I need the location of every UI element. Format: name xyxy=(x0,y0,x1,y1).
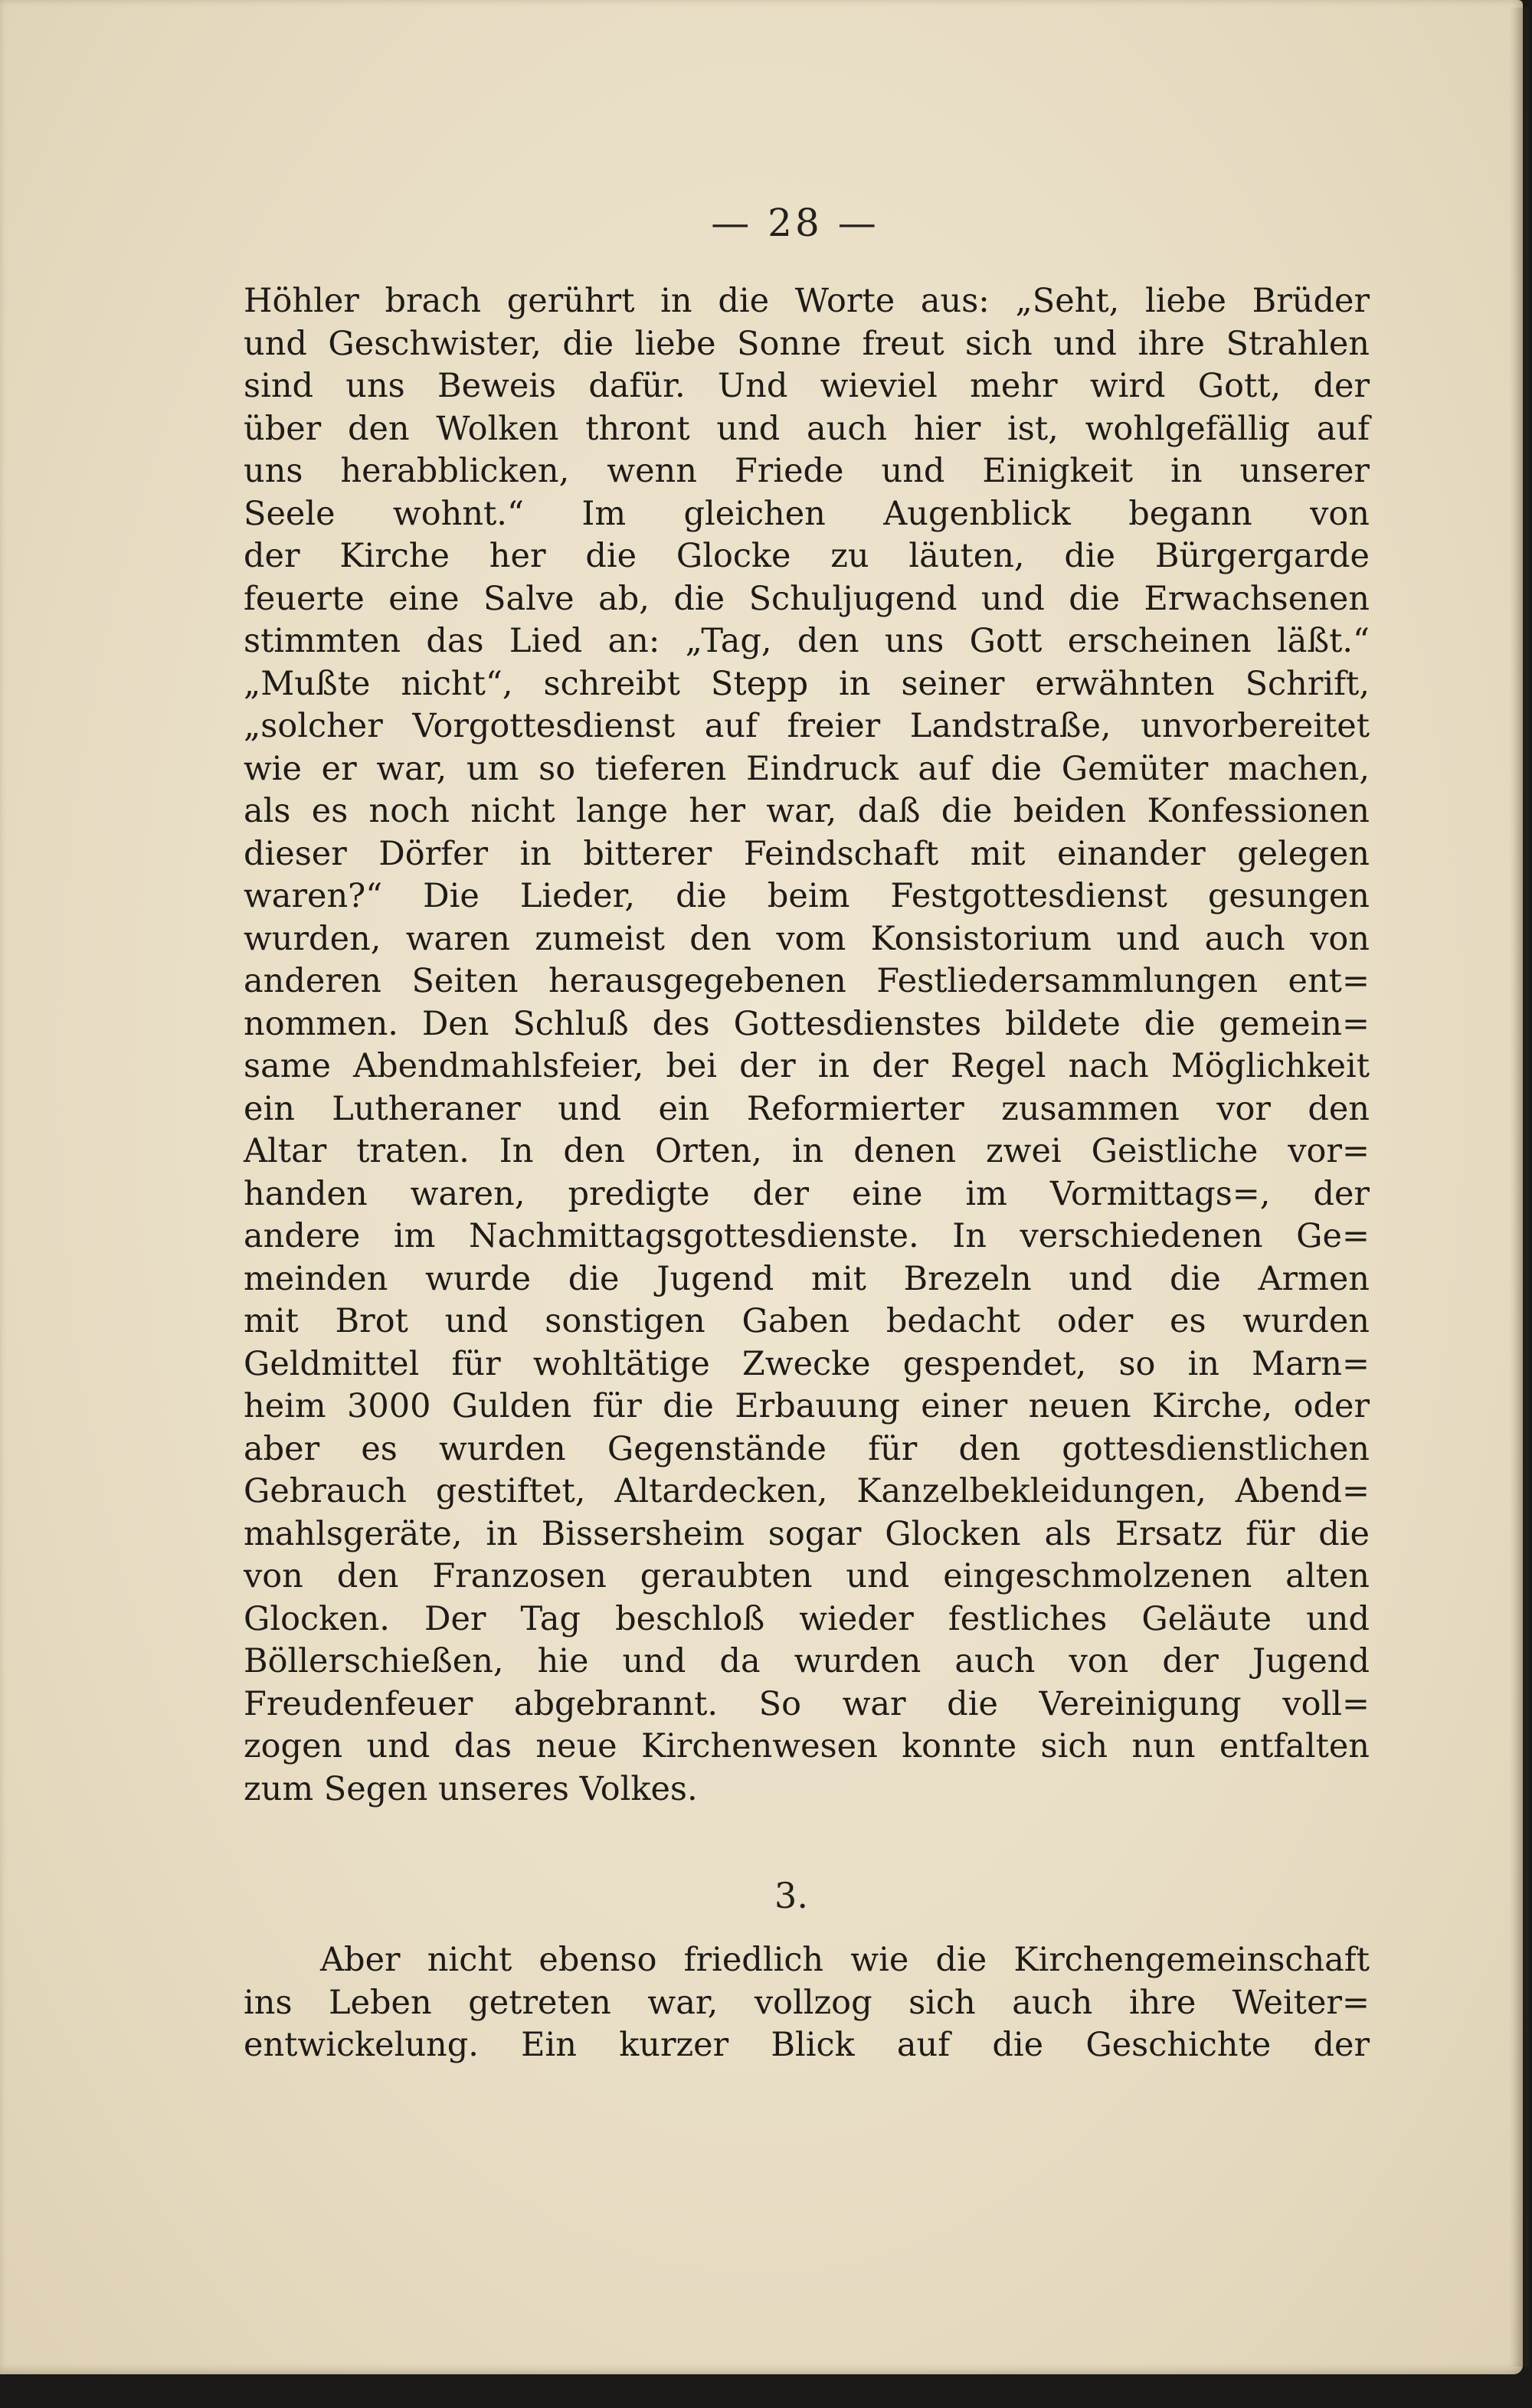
text-line: Altar traten. In den Orten, in denen zwei Geistliche vor= xyxy=(244,1132,1370,1170)
text-line: meinden wurde die Jugend mit Brezeln und die Armen xyxy=(244,1259,1370,1298)
text-line: der Kirche her die Glocke zu läuten, die Bürgergarde xyxy=(244,537,1370,575)
text-line: andere im Nachmittagsgottesdienste. In verschiedenen Ge= xyxy=(244,1217,1370,1255)
text-line: feuerte eine Salve ab, die Schuljugend und die Erwachsenen xyxy=(244,579,1370,618)
text-line: und Geschwister, die liebe Sonne freut sich und ihre Strahlen xyxy=(244,324,1370,363)
text-line: Aber nicht ebenso friedlich wie die Kirchengemeinschaft xyxy=(320,1941,1370,1979)
text-line: mahlsgeräte, in Bissersheim sogar Glocken als Ersatz für die xyxy=(244,1514,1370,1553)
text-line: dieser Dörfer in bitterer Feindschaft mit einander gelegen xyxy=(244,834,1370,873)
text-line: nommen. Den Schluß des Gottesdienstes bildete die gemein= xyxy=(244,1004,1370,1043)
body-text xyxy=(244,280,1370,1811)
text-line: handen waren, predigte der eine im Vormittags=, der xyxy=(244,1174,1370,1213)
text-line: Böllerschießen, hie und da wurden auch von der Jugend xyxy=(244,1642,1370,1680)
text-line: aber es wurden Gegenstände für den gottesdienstlichen xyxy=(244,1429,1370,1468)
text-line: „Mußte nicht“, schreibt Stepp in seiner erwähnten Schrift, xyxy=(244,664,1370,703)
text-line: Geldmittel für wohltätige Zwecke gespendet, so in Marn= xyxy=(244,1344,1370,1383)
text-line: als es noch nicht lange her war, daß die beiden Konfessionen xyxy=(244,792,1370,830)
text-line: zogen und das neue Kirchenwesen konnte sich nun entfalten xyxy=(244,1727,1370,1765)
text-line: anderen Seiten herausgegebenen Festliedersammlungen ent= xyxy=(244,962,1370,1000)
text-line: entwickelung. Ein kurzer Blick auf die Geschichte der xyxy=(244,2026,1370,2064)
text-line: „solcher Vorgottesdienst auf freier Landstraße, unvorbereitet xyxy=(244,707,1370,745)
text-line: Gebrauch gestiftet, Altardecken, Kanzelbekleidungen, Abend= xyxy=(244,1472,1370,1510)
section-number: 3. xyxy=(774,1875,808,1916)
text-line: Glocken. Der Tag beschloß wieder festliches Geläute und xyxy=(244,1599,1370,1638)
text-line: Freudenfeuer abgebrannt. So war die Vereinigung voll= xyxy=(244,1684,1370,1723)
page-number: — 28 — xyxy=(711,201,879,245)
text-line: ins Leben getreten war, vollzog sich auch ihre Weiter= xyxy=(244,1983,1370,2022)
text-line: zum Segen unseres Volkes. xyxy=(244,1769,698,1808)
text-line: uns herabblicken, wenn Friede und Einigkeit in unserer xyxy=(244,452,1370,490)
text-line: wie er war, um so tieferen Eindruck auf die Gemüter machen, xyxy=(244,749,1370,788)
section-text xyxy=(244,1939,1370,2067)
text-line: von den Franzosen geraubten und eingeschmolzenen alten xyxy=(244,1557,1370,1595)
text-line: stimmten das Lied an: „Tag, den uns Gott erscheinen läßt.“ xyxy=(244,622,1370,660)
text-line: same Abendmahlsfeier, bei der in der Regel nach Möglichkeit xyxy=(244,1047,1370,1085)
text-line: sind uns Beweis dafür. Und wieviel mehr wird Gott, der xyxy=(244,367,1370,405)
text-line: waren?“ Die Lieder, die beim Festgottesdienst gesungen xyxy=(244,877,1370,915)
text-line: Höhler brach gerührt in die Worte aus: „Seht, liebe Brüder xyxy=(244,282,1370,320)
text-line: ein Lutheraner und ein Reformierter zusammen vor den xyxy=(244,1089,1370,1128)
text-line: mit Brot und sonstigen Gaben bedacht oder es wurden xyxy=(244,1302,1370,1340)
text-line: über den Wolken thront und auch hier ist, wohlgefällig auf xyxy=(244,409,1370,448)
text-line: Seele wohnt.“ Im gleichen Augenblick begann von xyxy=(244,494,1370,533)
text-line: wurden, waren zumeist den vom Konsistorium und auch von xyxy=(244,919,1370,958)
text-line: heim 3000 Gulden für die Erbauung einer neuen Kirche, oder xyxy=(244,1387,1370,1425)
